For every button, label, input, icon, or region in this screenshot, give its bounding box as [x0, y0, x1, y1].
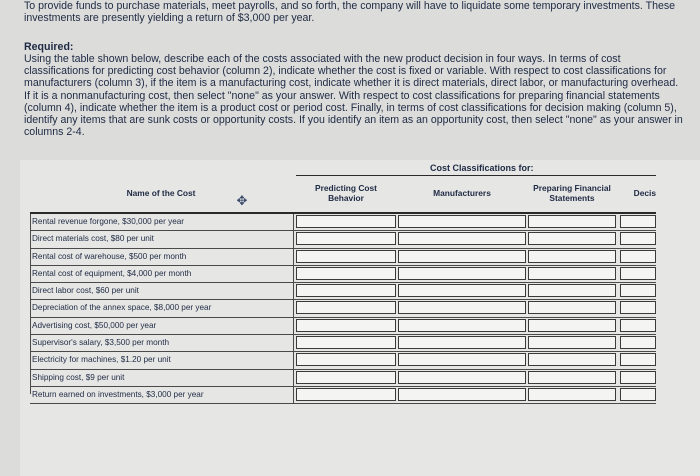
table-row: [30, 300, 656, 317]
intro-paragraph: [24, 0, 684, 25]
table-row: [30, 387, 656, 404]
table-header-row: [30, 176, 656, 214]
required-heading: Required:: [24, 41, 74, 53]
financial-statements-select[interactable]: [528, 388, 616, 401]
manufacturers-select[interactable]: [398, 215, 526, 228]
decision-making-select[interactable]: [620, 371, 656, 384]
financial-statements-select[interactable]: [528, 284, 616, 297]
cost-name: Direct labor cost, $60 per unit: [32, 283, 294, 299]
move-handle-icon[interactable]: ✥: [236, 193, 248, 208]
cost-name: Direct materials cost, $80 per unit: [32, 231, 294, 247]
behavior-select[interactable]: [296, 319, 396, 332]
table-row: [30, 266, 656, 283]
table-row: [30, 335, 656, 352]
manufacturers-select[interactable]: [398, 267, 526, 280]
financial-statements-select[interactable]: [528, 232, 616, 245]
decision-making-select[interactable]: [620, 336, 656, 349]
behavior-select[interactable]: [296, 250, 396, 263]
financial-statements-select[interactable]: [528, 250, 616, 263]
manufacturers-select[interactable]: [398, 232, 526, 245]
table-row: [30, 352, 656, 369]
manufacturers-select[interactable]: [398, 319, 526, 332]
manufacturers-select[interactable]: [398, 353, 526, 366]
manufacturers-select[interactable]: [398, 250, 526, 263]
header-preparing-financial-statements: Preparing Financial Statements: [533, 183, 611, 203]
table-row: [30, 370, 656, 387]
decision-making-select[interactable]: [620, 250, 656, 263]
group-header: Cost Classifications for:: [430, 163, 534, 173]
required-instructions: Using the table shown below, describe each of the costs associated with the new product decision in four ways. In terms of cost classifications for predicting cost behavior (column 2), indicate whether the cost is fixed or variable. With respect to cost classifications for manufacturers (column 3), if the item is a manufacturing cost, indicate whether it is direct materials, direct labor, or manufacturing overhead. If it is a nonmanufacturing cost, then select "none" as your answer. With respect to cost classifications for preparing financial statements (column 4), indicate whether the item is a product cost or period cost. Finally, in terms of cost classifications for decision making (column 5), identify any items that are sunk costs or opportunity costs. If you identify an item as an opportunity cost, then select "none" as your answer in columns 2-4.: [24, 53, 683, 139]
decision-making-select[interactable]: [620, 215, 656, 228]
manufacturers-select[interactable]: [398, 336, 526, 349]
manufacturers-select[interactable]: [398, 284, 526, 297]
financial-statements-select[interactable]: [528, 371, 616, 384]
manufacturers-select[interactable]: [398, 371, 526, 384]
manufacturers-select[interactable]: [398, 388, 526, 401]
table-row: [30, 318, 656, 335]
header-manufacturers: Manufacturers: [433, 188, 491, 199]
cost-name: Depreciation of the annex space, $8,000 per year: [32, 300, 294, 316]
decision-making-select[interactable]: [620, 319, 656, 332]
cost-name: Supervisor's salary, $3,500 per month: [32, 335, 294, 351]
cost-name: Rental revenue forgone, $30,000 per year: [32, 214, 294, 230]
table-body: [30, 214, 656, 404]
behavior-select[interactable]: [296, 336, 396, 349]
behavior-select[interactable]: [296, 267, 396, 280]
financial-statements-select[interactable]: [528, 267, 616, 280]
decision-making-select[interactable]: [620, 353, 656, 366]
financial-statements-select[interactable]: [528, 336, 616, 349]
behavior-select[interactable]: [296, 215, 396, 228]
behavior-select[interactable]: [296, 232, 396, 245]
intro-text: To provide funds to purchase materials, meet payrolls, and so forth, the company will have to liquidate some temporary investments. These investments are presently yielding a return of $3,000 per year.: [24, 0, 676, 25]
table-row: [30, 283, 656, 300]
financial-statements-select[interactable]: [528, 353, 616, 366]
cost-name: Rental cost of equipment, $4,000 per month: [32, 266, 294, 282]
financial-statements-select[interactable]: [528, 301, 616, 314]
cost-name: Shipping cost, $9 per unit: [32, 370, 294, 386]
cost-name: Electricity for machines, $1.20 per unit: [32, 352, 294, 368]
cost-name: Advertising cost, $50,000 per year: [32, 318, 294, 334]
table-row: [30, 249, 656, 266]
table-row: [30, 214, 656, 231]
header-name-of-cost: Name of the Cost: [126, 188, 196, 199]
financial-statements-select[interactable]: [528, 215, 616, 228]
decision-making-select[interactable]: [620, 284, 656, 297]
decision-making-select[interactable]: [620, 232, 656, 245]
behavior-select[interactable]: [296, 371, 396, 384]
decision-making-select[interactable]: [620, 267, 656, 280]
table-row: [30, 231, 656, 248]
behavior-select[interactable]: [296, 301, 396, 314]
cost-name: Rental cost of warehouse, $500 per month: [32, 249, 294, 265]
behavior-select[interactable]: [296, 353, 396, 366]
decision-making-select[interactable]: [620, 388, 656, 401]
header-predicting-cost-behavior: Predicting Cost Behavior: [315, 183, 377, 203]
manufacturers-select[interactable]: [398, 301, 526, 314]
behavior-select[interactable]: [296, 284, 396, 297]
behavior-select[interactable]: [296, 388, 396, 401]
decision-making-select[interactable]: [620, 301, 656, 314]
header-decision-making: Decis: [633, 188, 656, 199]
cost-name: Return earned on investments, $3,000 per year: [32, 387, 294, 403]
financial-statements-select[interactable]: [528, 319, 616, 332]
